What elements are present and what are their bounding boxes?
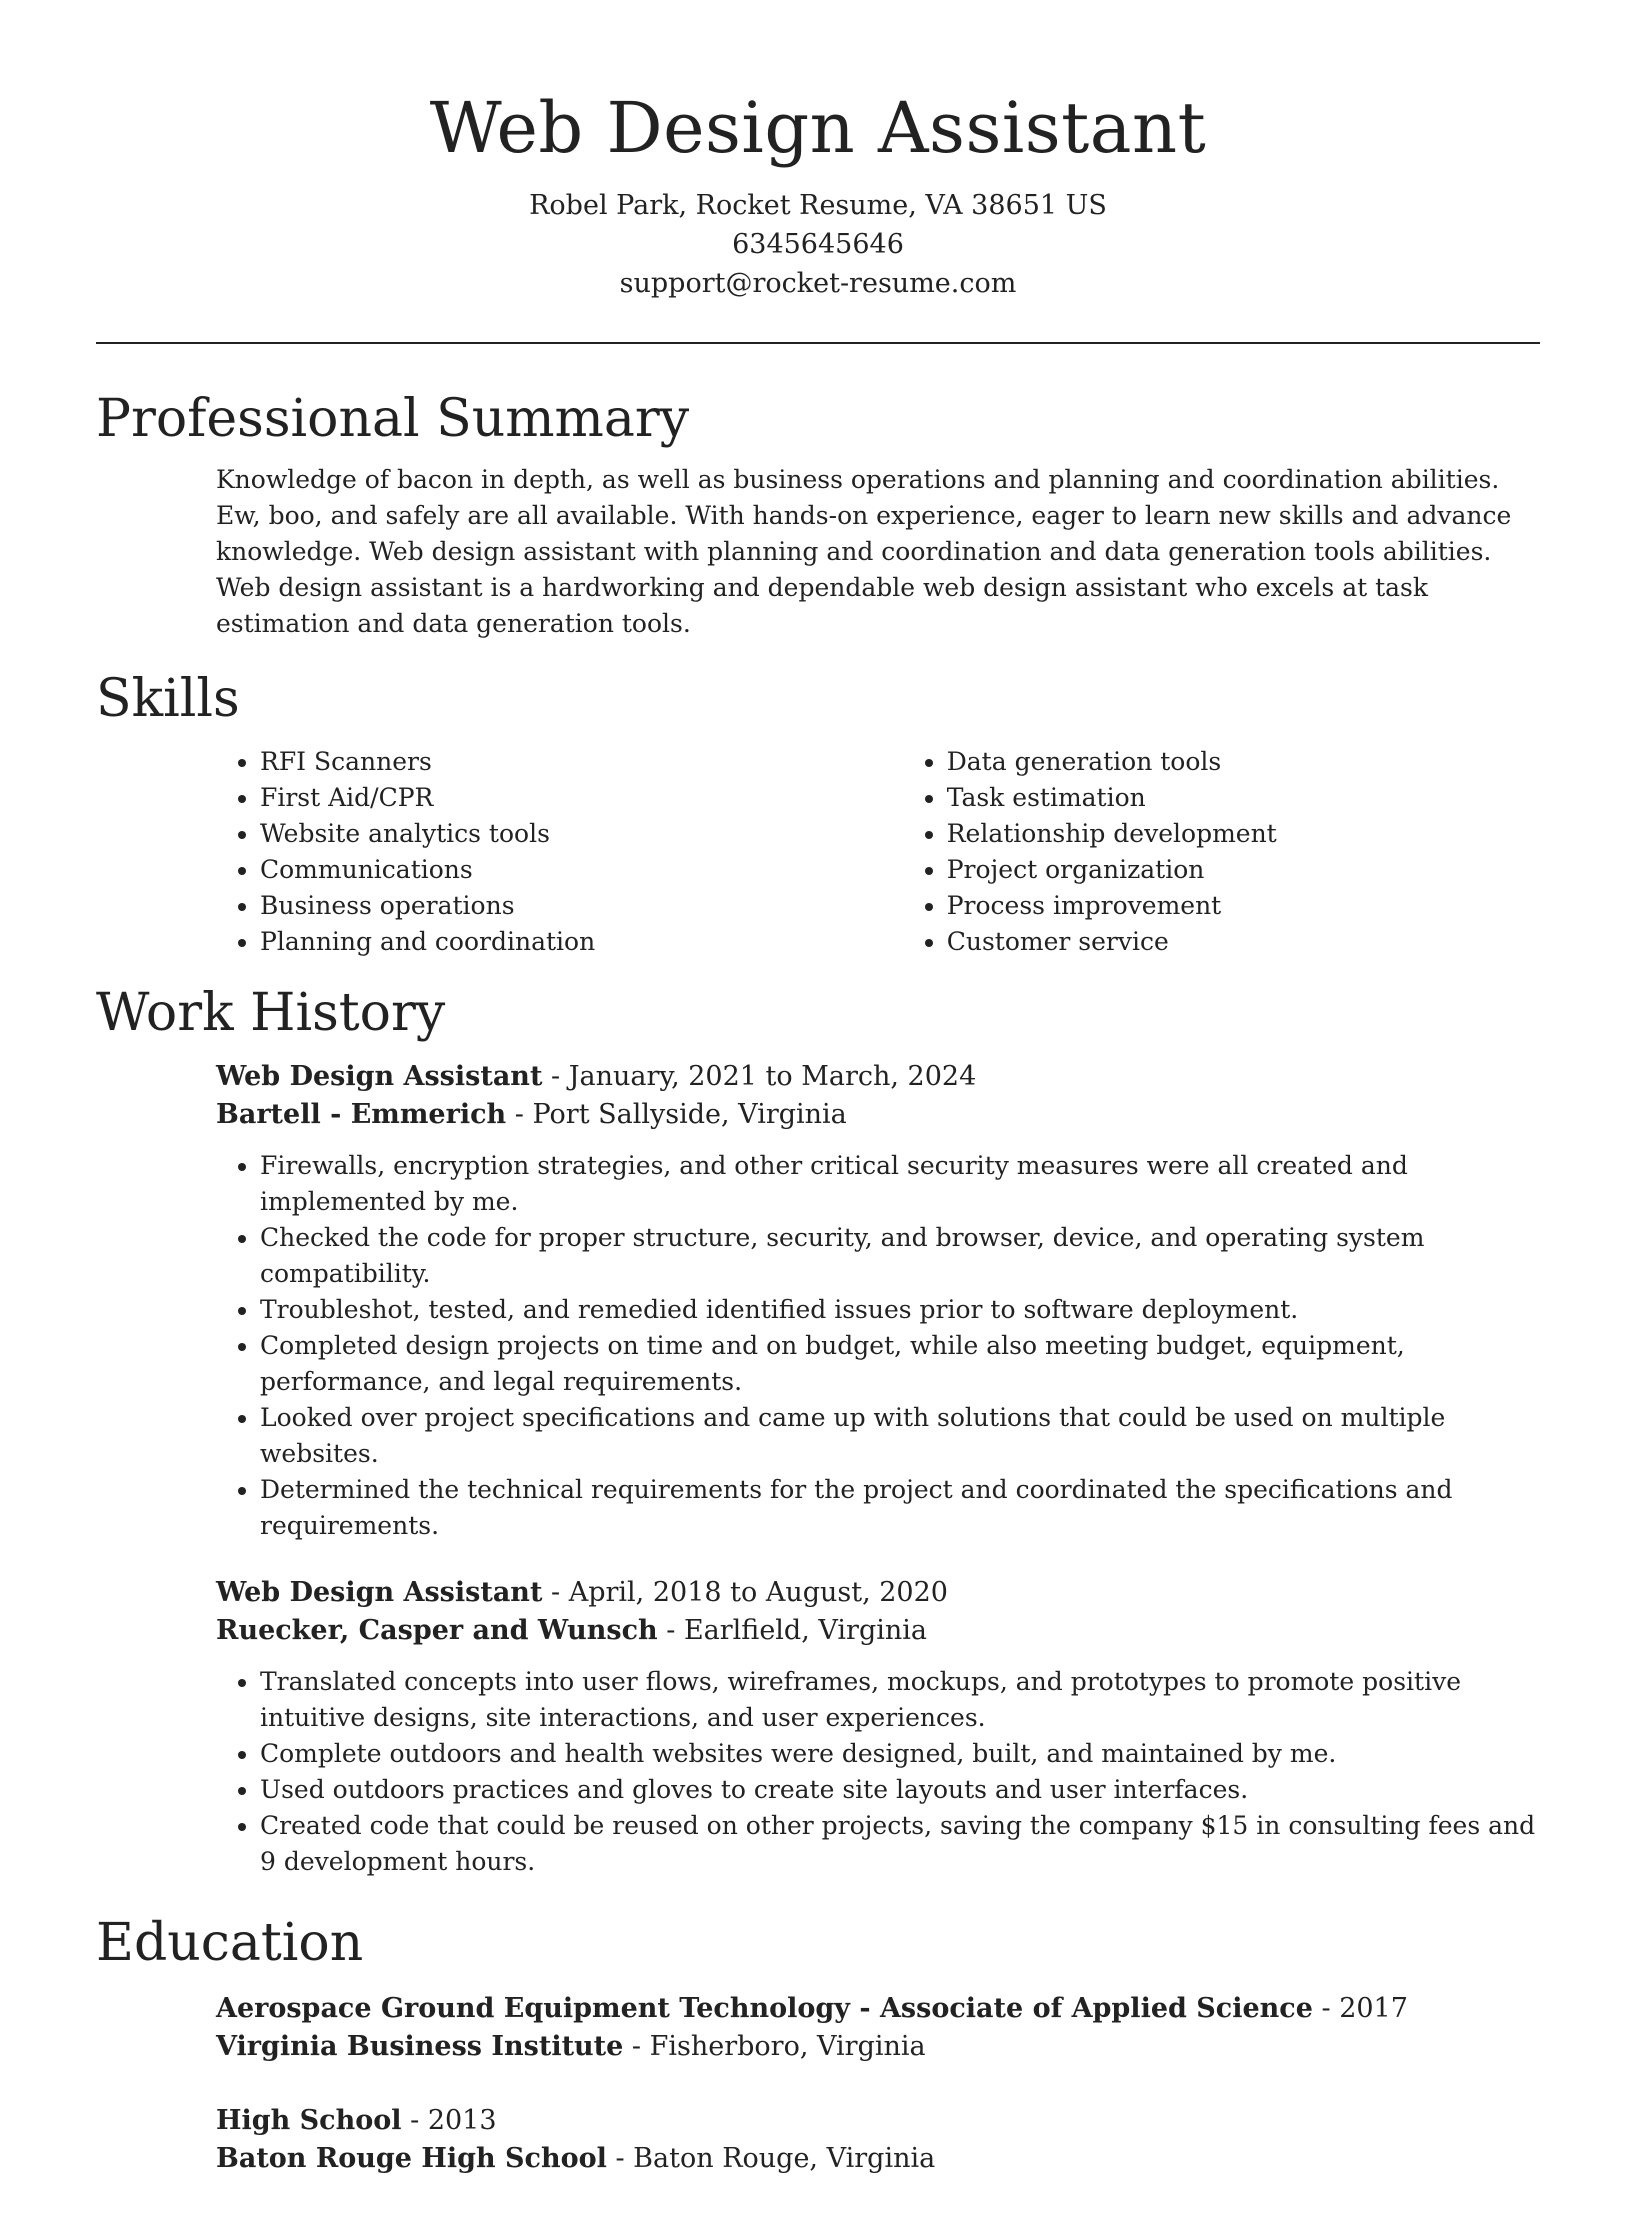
list-item: • Completed design projects on time and on budget, while also meeting budget, equipment, performance, and legal requirements. bbox=[260, 1328, 1540, 1400]
list-item: • Translated concepts into user flows, wireframes, mockups, and prototypes to promote positive intuitive designs, site interactions, and user experiences. bbox=[260, 1664, 1540, 1736]
list-item: • Created code that could be reused on other projects, saving the company $15 in consulting fees and 9 development hours. bbox=[260, 1808, 1540, 1880]
graduation-year: - 2017 bbox=[1312, 1993, 1408, 2024]
skills-list-right bbox=[903, 744, 1540, 960]
skill-item: • Planning and coordination bbox=[260, 924, 903, 960]
skill-item: • Website analytics tools bbox=[260, 816, 903, 852]
job-location: - Port Sallyside, Virginia bbox=[506, 1099, 847, 1130]
job-location: - Earlfield, Virginia bbox=[657, 1615, 927, 1646]
job-title-line bbox=[216, 1574, 1540, 1612]
resume-header bbox=[96, 0, 1540, 303]
list-item: • Firewalls, encryption strategies, and other critical security measures were all created and implemented by me. bbox=[260, 1148, 1540, 1220]
skill-item: • Data generation tools bbox=[947, 744, 1540, 780]
job-company-line bbox=[216, 1096, 1540, 1134]
summary-heading: Professional Summary bbox=[96, 389, 690, 449]
school-name: Virginia Business Institute bbox=[216, 2031, 624, 2062]
resume-page bbox=[96, 0, 1540, 2214]
skills-heading: Skills bbox=[96, 669, 240, 729]
skill-item: • Business operations bbox=[260, 888, 903, 924]
job-entry bbox=[216, 1574, 1540, 1880]
contact-info bbox=[96, 186, 1540, 303]
list-item: • Troubleshot, tested, and remedied identified issues prior to software deployment. bbox=[260, 1292, 1540, 1328]
job-company: Ruecker, Casper and Wunsch bbox=[216, 1615, 658, 1646]
list-item: • Looked over project specifications and came up with solutions that could be used on multiple websites. bbox=[260, 1400, 1540, 1472]
degree: High School bbox=[216, 2105, 402, 2136]
job-company-line bbox=[216, 1612, 1540, 1650]
list-item: • Checked the code for proper structure, security, and browser, device, and operating system compatibility. bbox=[260, 1220, 1540, 1292]
summary-section bbox=[96, 386, 1540, 642]
education-heading: Education bbox=[96, 1913, 364, 1973]
skill-item: • Communications bbox=[260, 852, 903, 888]
skills-section bbox=[96, 666, 1540, 960]
work-history-section bbox=[96, 980, 1540, 1880]
degree-line bbox=[216, 1990, 1540, 2028]
skill-item: • Process improvement bbox=[947, 888, 1540, 924]
list-item: • Complete outdoors and health websites were designed, built, and maintained by me. bbox=[260, 1736, 1540, 1772]
skill-item: • Customer service bbox=[947, 924, 1540, 960]
skill-item: • Task estimation bbox=[947, 780, 1540, 816]
summary-text: Knowledge of bacon in depth, as well as business operations and planning and coordination abilities. Ew, boo, and safely are all available. With hands-on experience, eager to learn new skills and advance knowledge. Web design assistant with planning and coordination and data generation tools abilities. Web design assistant is a hardworking and dependable web design assistant who excels at task estimation and data generation tools. bbox=[216, 465, 1512, 638]
job-company: Bartell - Emmerich bbox=[216, 1099, 507, 1130]
education-section bbox=[96, 1910, 1540, 2178]
school-line bbox=[216, 2140, 1540, 2178]
phone: 6345645646 bbox=[732, 229, 904, 260]
work-history-heading: Work History bbox=[96, 983, 446, 1043]
email: support@rocket-resume.com bbox=[619, 268, 1017, 299]
education-entry bbox=[216, 2102, 1540, 2178]
job-dates: - January, 2021 to March, 2024 bbox=[542, 1061, 977, 1092]
page-title: Web Design Assistant bbox=[429, 87, 1207, 169]
list-item: • Used outdoors practices and gloves to create site layouts and user interfaces. bbox=[260, 1772, 1540, 1808]
job-bullets bbox=[216, 1148, 1540, 1544]
job-bullets bbox=[216, 1664, 1540, 1880]
header-divider bbox=[96, 342, 1540, 344]
skill-item: • Project organization bbox=[947, 852, 1540, 888]
job-entry bbox=[216, 1058, 1540, 1544]
skill-item: • Relationship development bbox=[947, 816, 1540, 852]
graduation-year: - 2013 bbox=[401, 2105, 497, 2136]
school-location: - Baton Rouge, Virginia bbox=[606, 2143, 936, 2174]
education-entry bbox=[216, 1990, 1540, 2066]
school-line bbox=[216, 2028, 1540, 2066]
school-location: - Fisherboro, Virginia bbox=[623, 2031, 926, 2062]
degree: Aerospace Ground Equipment Technology - Associate of Applied Science bbox=[216, 1993, 1313, 2024]
job-title: Web Design Assistant bbox=[216, 1577, 543, 1608]
list-item: • Determined the technical requirements for the project and coordinated the specifications and requirements. bbox=[260, 1472, 1540, 1544]
job-dates: - April, 2018 to August, 2020 bbox=[542, 1577, 948, 1608]
school-name: Baton Rouge High School bbox=[216, 2143, 607, 2174]
degree-line bbox=[216, 2102, 1540, 2140]
address: Robel Park, Rocket Resume, VA 38651 US bbox=[529, 190, 1107, 221]
job-title-line bbox=[216, 1058, 1540, 1096]
skill-item: • RFI Scanners bbox=[260, 744, 903, 780]
job-title: Web Design Assistant bbox=[216, 1061, 543, 1092]
skill-item: • First Aid/CPR bbox=[260, 780, 903, 816]
skills-list-left bbox=[216, 744, 903, 960]
